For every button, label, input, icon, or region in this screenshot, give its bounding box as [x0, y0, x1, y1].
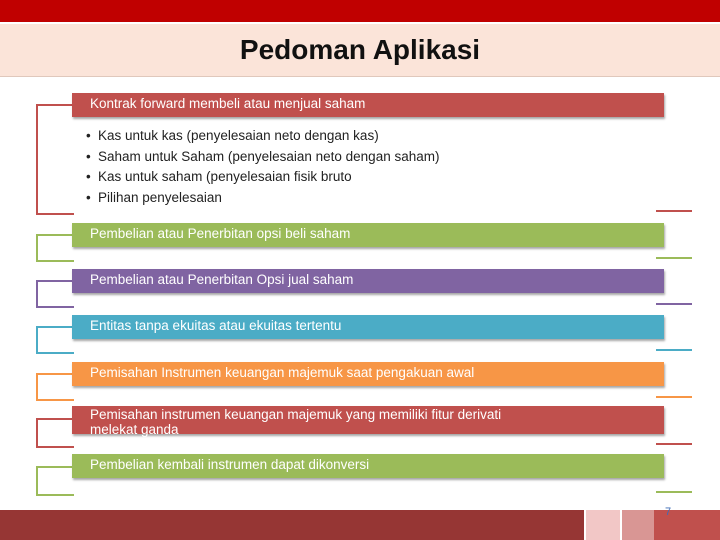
- bracket-section-7: [36, 466, 74, 496]
- section-bar-3: [72, 269, 664, 293]
- bullet-item: • Saham untuk Saham (penyelesaian neto dengan saham): [86, 147, 439, 168]
- footer-block-light: [586, 510, 620, 540]
- bracket-tick-section-1: [656, 210, 692, 212]
- bullet-dot: •: [86, 169, 91, 184]
- bracket-section-6: [36, 418, 74, 448]
- section-bar-7: [72, 454, 664, 478]
- section-label-6: Pemisahan instrumen keuangan majemuk yang memiliki fitur derivati melekat ganda: [90, 407, 502, 437]
- section-label-3: Pembelian atau Penerbitan Opsi jual saham: [90, 272, 354, 287]
- section-bar-5: [72, 362, 664, 386]
- bracket-tick-section-2: [656, 257, 692, 259]
- bracket-section-4: [36, 326, 74, 354]
- bullet-item: • Pilihan penyelesaian: [86, 188, 439, 209]
- bullet-dot: •: [86, 148, 91, 164]
- section-label-1: Kontrak forward membeli atau menjual saham: [90, 96, 366, 111]
- bullet-dot: •: [86, 189, 91, 205]
- bracket-section-1: [36, 104, 74, 215]
- bracket-tick-section-3: [656, 303, 692, 305]
- footer-bar: [0, 510, 584, 540]
- bracket-section-2: [36, 234, 74, 262]
- page-title: Pedoman Aplikasi: [239, 34, 481, 65]
- section-label-5: Pemisahan Instrumen keuangan majemuk saat pengakuan awal: [90, 365, 475, 380]
- bracket-tick-section-5: [656, 396, 692, 398]
- footer-block-mid: [622, 510, 654, 540]
- section-bar-6: [72, 406, 664, 437]
- bullet-item: • Kas untuk saham (penyelesaian fisik bruto: [86, 167, 439, 188]
- page-number: 7: [664, 506, 672, 518]
- section-label-7: Pembelian kembali instrumen dapat dikonversi: [90, 457, 370, 472]
- bullet-item: • Kas untuk kas (penyelesaian neto dengan kas): [86, 126, 439, 147]
- bracket-tick-section-7: [656, 491, 692, 493]
- section-bar-2: [72, 223, 664, 247]
- bracket-section-5: [36, 373, 74, 401]
- section-label-4: Entitas tanpa ekuitas atau ekuitas tertentu: [90, 318, 342, 333]
- header-bar: [0, 0, 720, 22]
- section-bar-1: [72, 93, 664, 117]
- section-label-2: Pembelian atau Penerbitan opsi beli saham: [90, 226, 351, 241]
- bracket-tick-section-4: [656, 349, 692, 351]
- bracket-section-3: [36, 280, 74, 308]
- bullet-list: [86, 126, 439, 208]
- bullet-dot: •: [86, 128, 91, 143]
- section-bar-4: [72, 315, 664, 339]
- bracket-tick-section-6: [656, 443, 692, 445]
